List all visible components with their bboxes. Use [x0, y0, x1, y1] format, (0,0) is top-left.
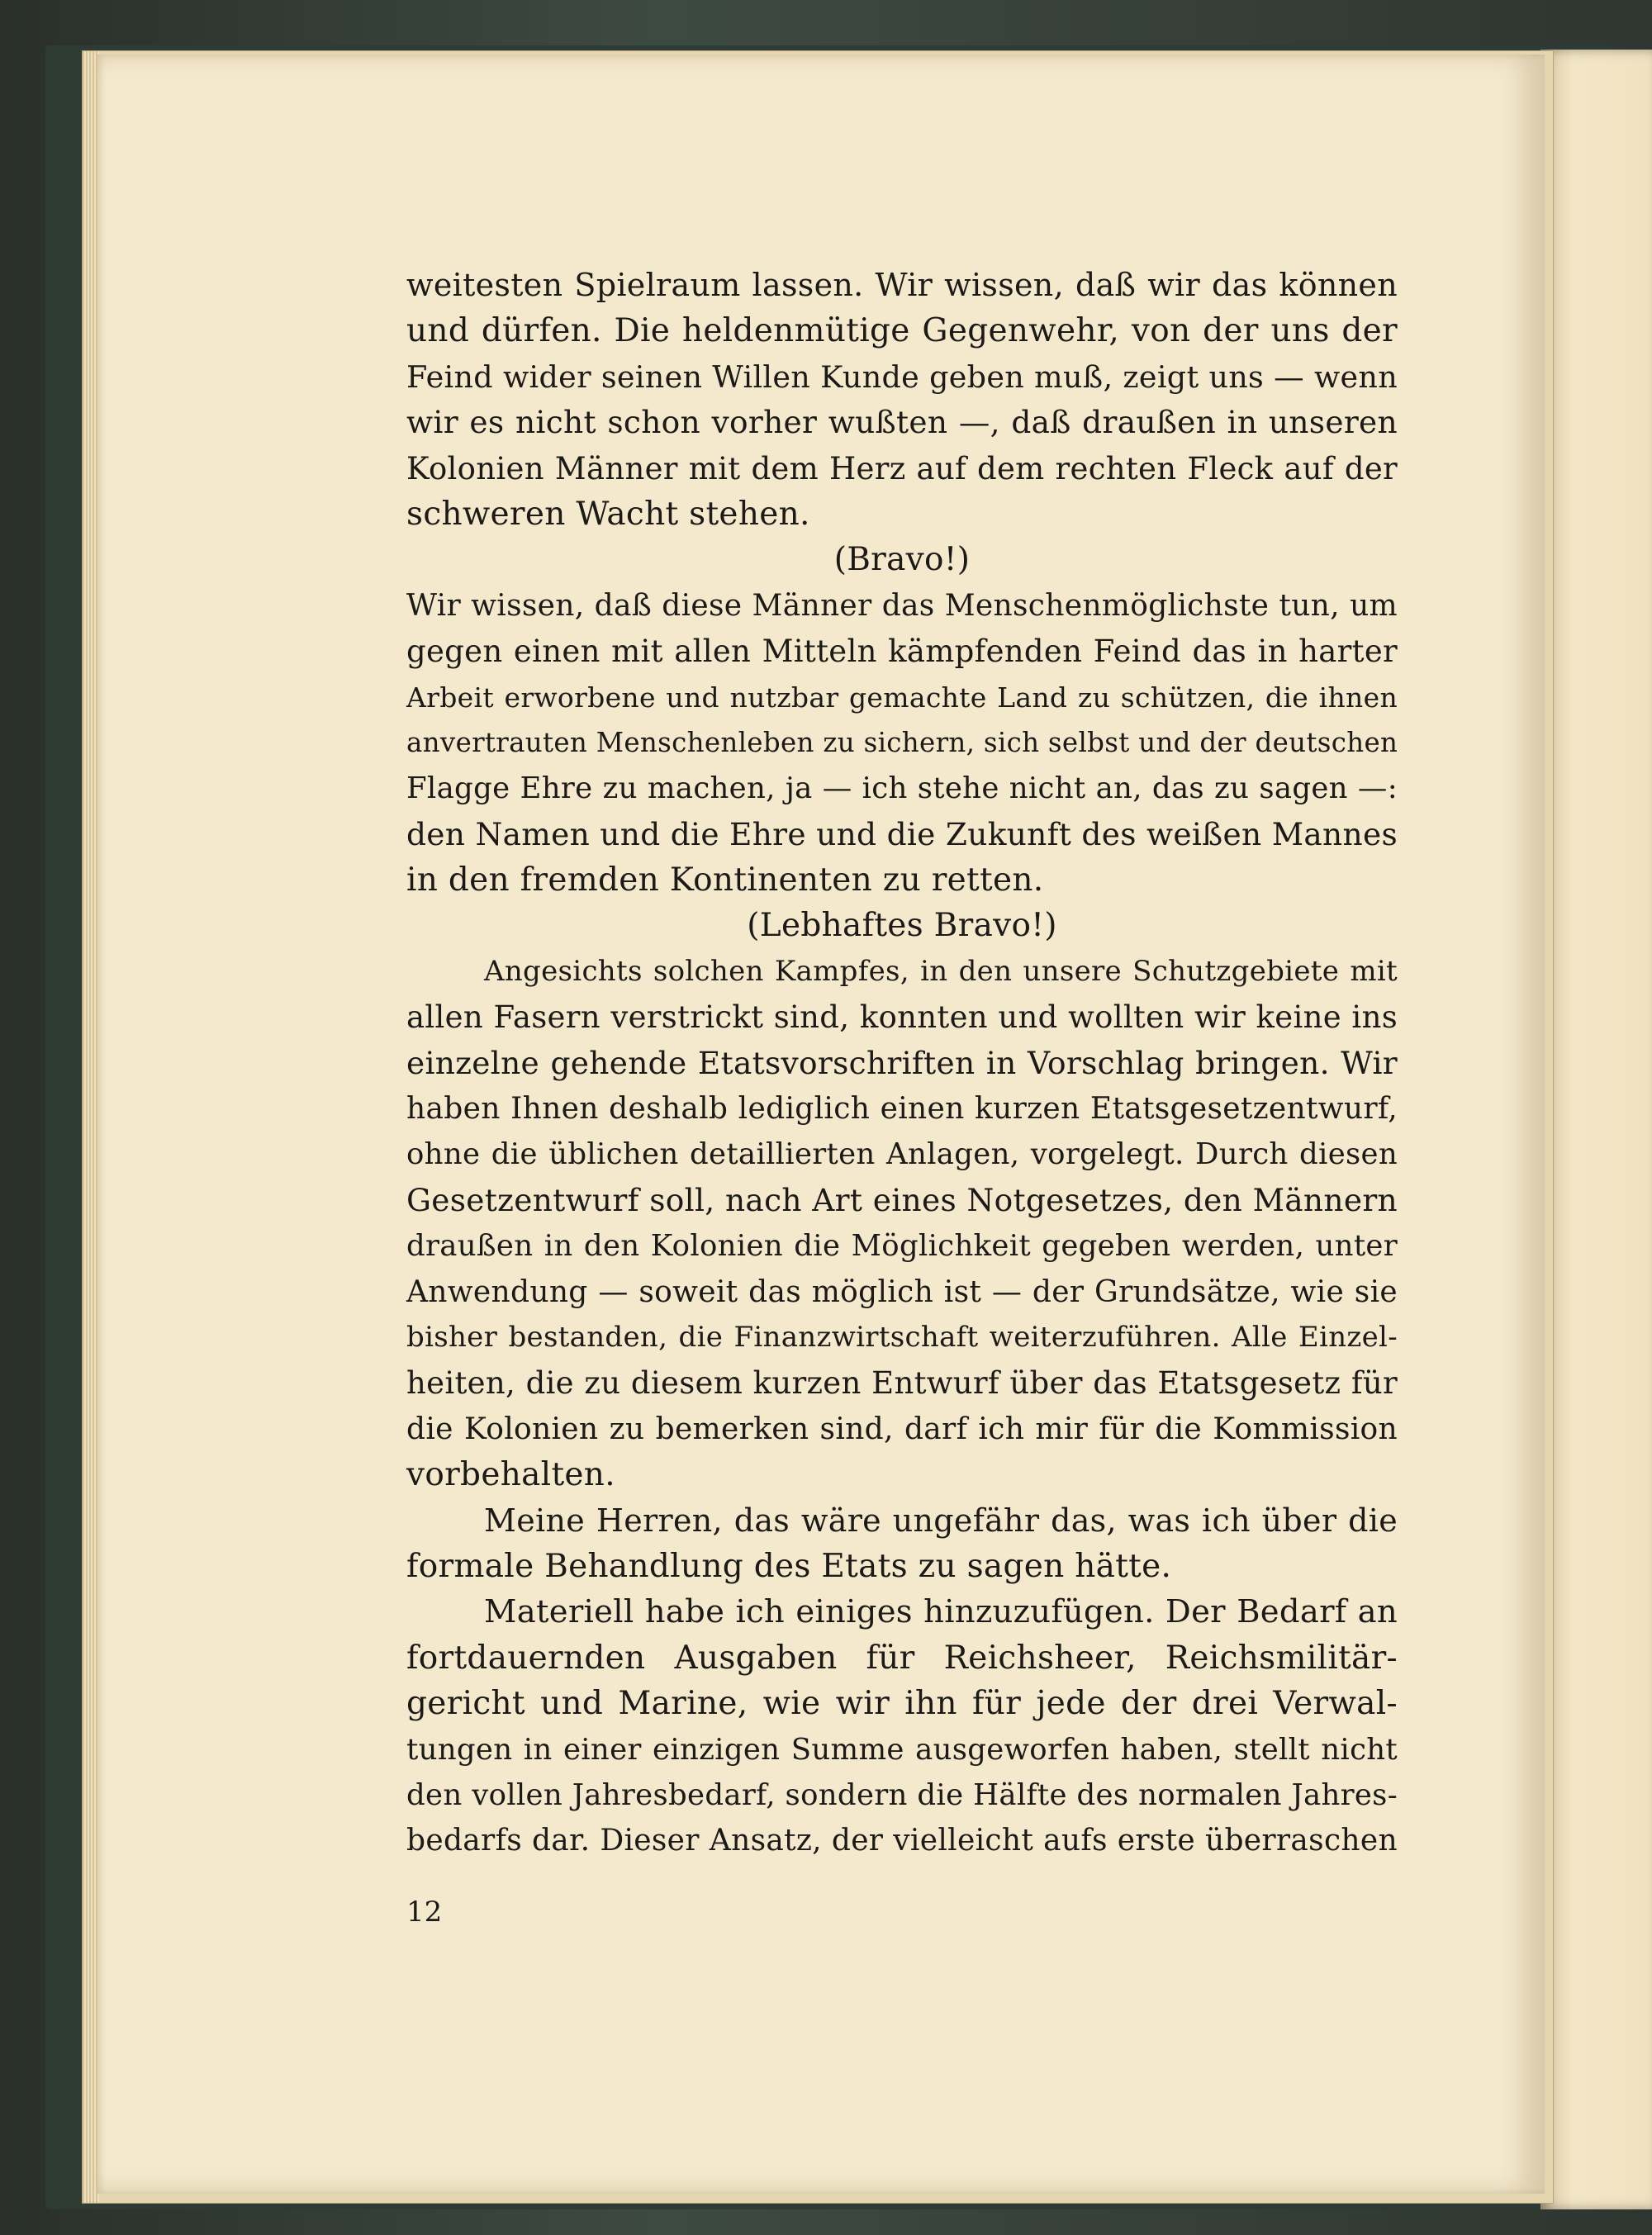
- text-line: Kolonien Männer mit dem Herz auf dem rechten Fleck auf der: [406, 450, 1398, 486]
- text-line: wir es nicht schon vorher wußten —, daß draußen in unseren: [406, 404, 1398, 441]
- text-line: bisher bestanden, die Finanzwirtschaft weiterzuführen. Alle Einzel-: [406, 1320, 1398, 1354]
- text-line: ohne die üblichen detaillierten Anlagen, vorgelegt. Durch diesen: [406, 1137, 1398, 1172]
- text-line: einzelne gehende Etatsvorschriften in Vorschlag bringen. Wir: [406, 1044, 1398, 1081]
- text-line: Wir wissen, daß diese Männer das Menschenmöglichste tun, um: [406, 588, 1398, 623]
- text-line: gericht und Marine, wie wir ihn für jede der drei Verwal-: [406, 1685, 1398, 1723]
- text-line: Feind wider seinen Willen Kunde geben muß, zeigt uns — wenn: [406, 358, 1398, 395]
- text-line: gegen einen mit allen Mitteln kämpfenden Feind das in harter: [406, 633, 1398, 670]
- text-line: Meine Herren, das wäre ungefähr das, was ich über die: [484, 1502, 1398, 1539]
- text-line: allen Fasern verstrickt sind, konnten und wollten wir keine ins: [406, 999, 1398, 1036]
- text-line: Materiell habe ich einiges hinzuzufügen. Der Bedarf an: [484, 1593, 1398, 1631]
- text-line: bedarfs dar. Dieser Ansatz, der vielleicht aufs erste überraschen: [406, 1824, 1398, 1858]
- text-line: (Lebhaftes Bravo!): [747, 907, 1057, 945]
- text-line: draußen in den Kolonien die Möglichkeit gegeben werden, unter: [406, 1229, 1398, 1264]
- facing-page-edge: [1540, 50, 1652, 2209]
- text-line: Gesetzentwurf soll, nach Art eines Notgesetzes, den Männern: [406, 1181, 1398, 1218]
- text-line: heiten, die zu diesem kurzen Entwurf über das Etatsgesetz für: [406, 1365, 1398, 1402]
- text-line: schweren Wacht stehen.: [406, 495, 810, 533]
- text-line: in den fremden Kontinenten zu retten.: [406, 861, 1044, 899]
- text-line: Anwendung — soweit das möglich ist — der Grundsätze, wie sie: [406, 1274, 1398, 1309]
- text-line: fortdauernden Ausgaben für Reichsheer, Reichsmilitär-: [406, 1639, 1398, 1677]
- text-line: vorbehalten.: [406, 1456, 615, 1494]
- text-line: Angesichts solchen Kampfes, in den unsere Schutzgebiete mit: [484, 954, 1398, 988]
- page-edges: [83, 51, 99, 2203]
- body-text: [406, 263, 1398, 1864]
- text-line: Arbeit erworbene und nutzbar gemachte Land zu schützen, die ihnen: [406, 681, 1398, 714]
- page-number: 12: [406, 1896, 443, 1929]
- text-line: die Kolonien zu bemerken sind, darf ich mir für die Kommission: [406, 1412, 1398, 1446]
- text-line: und dürfen. Die heldenmütige Gegenwehr, von der uns der: [406, 312, 1398, 350]
- text-line: den Namen und die Ehre und die Zukunft des weißen Mannes: [406, 815, 1398, 852]
- text-line: den vollen Jahresbedarf, sondern die Hälfte des normalen Jahres-: [406, 1777, 1398, 1812]
- text-line: tungen in einer einzigen Summe ausgeworfen haben, stellt nicht: [406, 1732, 1398, 1767]
- text-line: anvertrauten Menschenleben zu sichern, sich selbst und der deutschen: [406, 726, 1398, 758]
- text-line: (Bravo!): [833, 541, 971, 579]
- text-line: Flagge Ehre zu machen, ja — ich stehe nicht an, das zu sagen —:: [406, 771, 1398, 806]
- text-line: formale Behandlung des Etats zu sagen hätte.: [406, 1547, 1172, 1585]
- text-line: haben Ihnen deshalb lediglich einen kurzen Etatsgesetzentwurf,: [406, 1092, 1398, 1127]
- text-line: weitesten Spielraum lassen. Wir wissen, daß wir das können: [406, 267, 1398, 303]
